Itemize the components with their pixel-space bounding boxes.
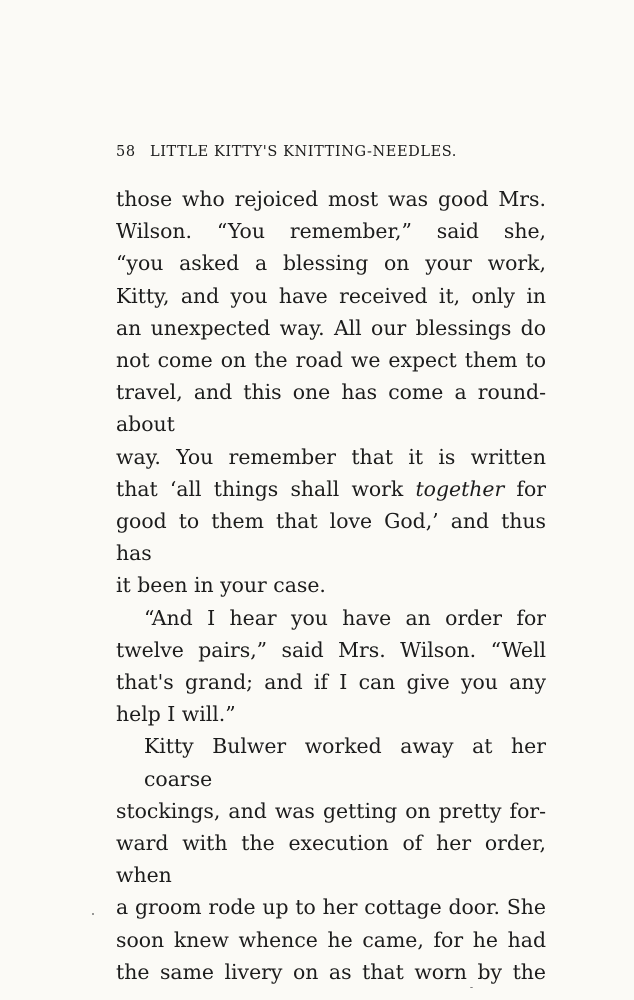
paper-speck <box>92 913 94 915</box>
text-line: twelve pairs,” said Mrs. Wilson. “Well <box>116 637 546 662</box>
text-fragment: for <box>504 476 546 501</box>
paper-speck <box>470 987 473 988</box>
text-line: travel, and this one has come a round-about <box>116 380 546 437</box>
text-line: “And I hear you have an order for <box>144 605 546 630</box>
text-line: stockings, and was getting on pretty for- <box>116 798 546 823</box>
italic-word: together <box>415 476 505 501</box>
text-line: it been in your case. <box>116 573 326 598</box>
running-title: LITTLE KITTY'S KNITTING-NEEDLES. <box>150 144 458 160</box>
running-header <box>116 144 546 160</box>
text-line: Kitty Bulwer worked away at her coarse <box>144 734 546 791</box>
text-line: help I will.” <box>116 702 236 727</box>
text-line: that's grand; and if I can give you any <box>116 670 546 695</box>
text-fragment: that ‘all things shall work <box>116 476 416 501</box>
text-line: a groom rode up to her cottage door. She <box>116 895 546 920</box>
text-line: “you asked a blessing on your work, <box>116 251 546 276</box>
text-line-with-italic <box>116 473 546 505</box>
body-text <box>116 183 546 988</box>
text-line: those who rejoiced most was good Mrs. <box>116 187 546 211</box>
text-line: not come on the road we expect them to <box>116 348 546 373</box>
page-number: 58 <box>116 144 136 160</box>
text-line: the same livery on as that worn by the <box>116 959 546 984</box>
text-line: way. You remember that it is written <box>116 444 546 469</box>
text-line: ward with the execution of her order, when <box>116 831 546 888</box>
text-line: good to them that love God,’ and thus has <box>116 509 546 566</box>
text-line: an unexpected way. All our blessings do <box>116 315 546 340</box>
text-line: Wilson. “You remember,” said she, <box>116 219 546 244</box>
text-line: soon knew whence he came, for he had <box>116 927 546 952</box>
text-line: Kitty, and you have received it, only in <box>116 283 546 308</box>
